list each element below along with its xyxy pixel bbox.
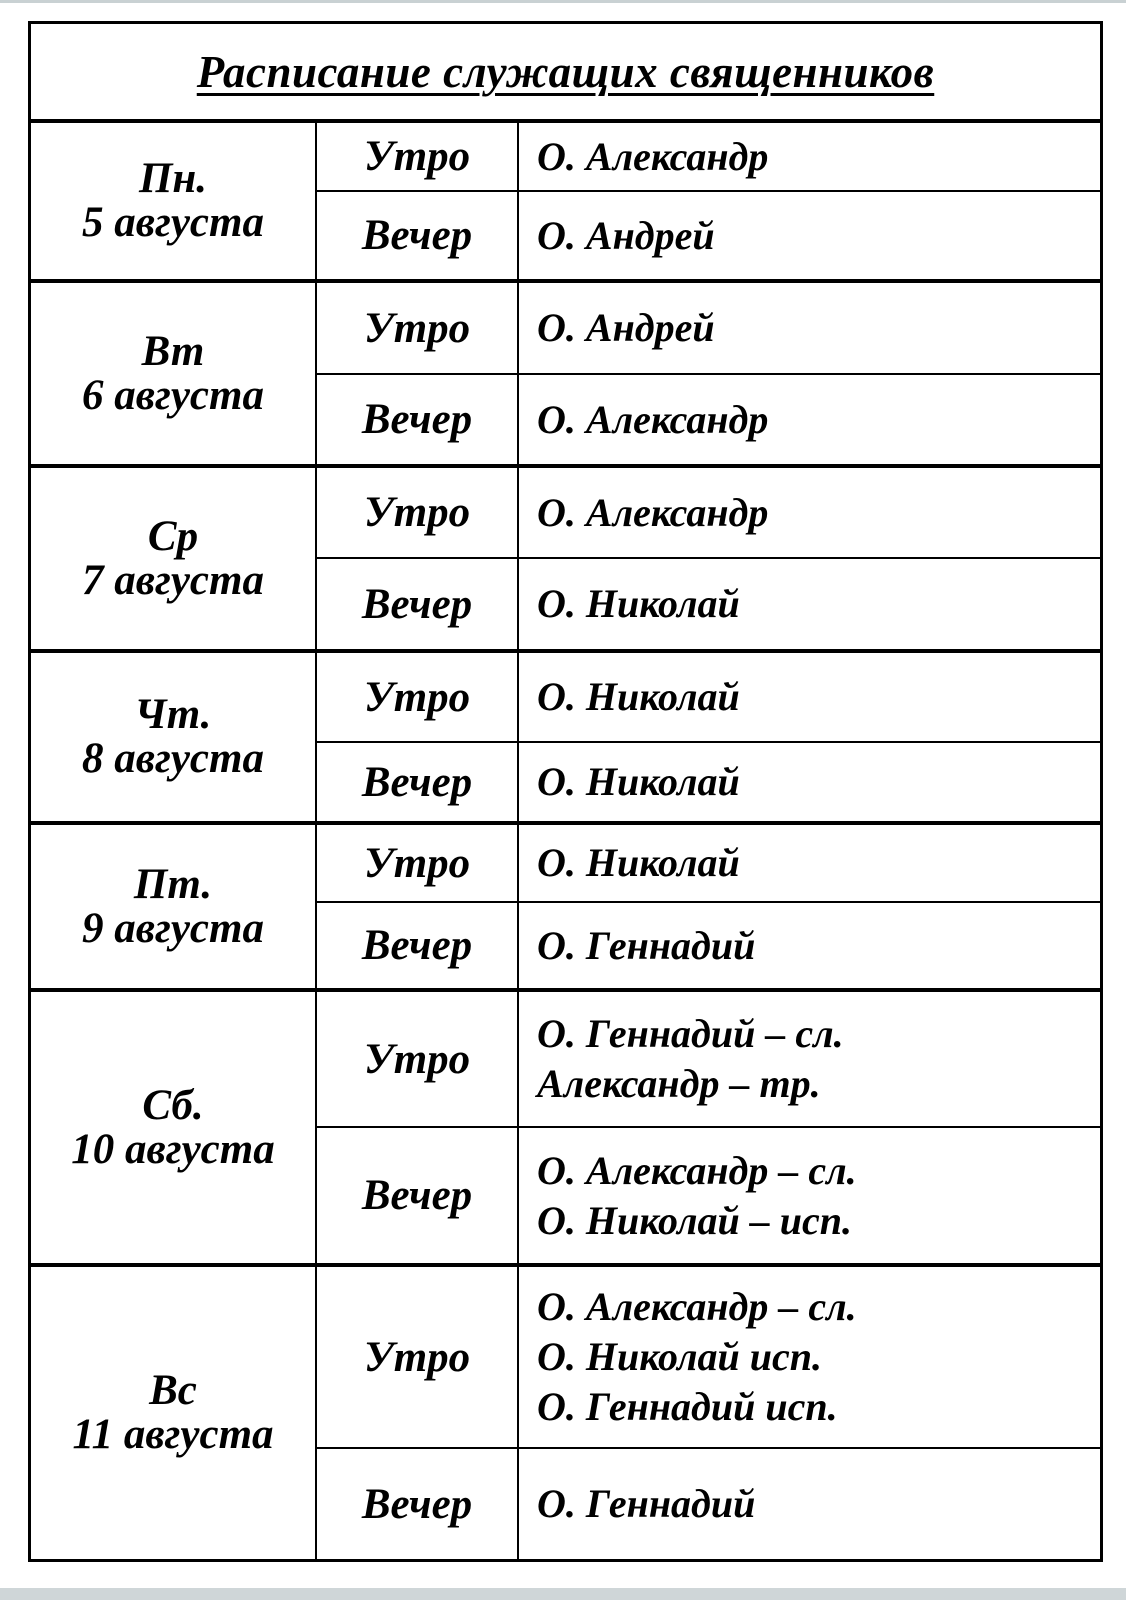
slot-time: Вечер	[317, 903, 519, 988]
priest-name: О. Андрей	[537, 305, 715, 350]
priest-name: О. Геннадий исп.	[537, 1384, 838, 1429]
day-date: 8 августа	[82, 735, 264, 782]
day-date: 10 августа	[71, 1125, 275, 1173]
priest-name: О. Николай	[537, 581, 740, 626]
slot-morning	[317, 283, 1100, 373]
day-weekday: Пн.	[138, 155, 208, 202]
slot-time: Утро	[317, 468, 519, 557]
priest-name: О. Геннадий	[537, 1481, 756, 1526]
priest-name: О. Александр	[537, 133, 769, 179]
schedule-table	[28, 21, 1103, 1562]
day-date: 7 августа	[82, 556, 264, 604]
day-date: 6 августа	[82, 371, 264, 419]
day-row-monday	[31, 119, 1100, 279]
slot-priests	[519, 375, 1100, 464]
priest-name: О. Николай	[537, 674, 740, 719]
slot-morning	[317, 653, 1100, 741]
slot-evening	[317, 190, 1100, 279]
day-label	[31, 468, 317, 649]
slot-time: Вечер	[317, 192, 519, 279]
day-row-tuesday	[31, 279, 1100, 464]
priest-name: О. Николай – исп.	[537, 1197, 853, 1243]
slot-evening	[317, 1126, 1100, 1263]
slot-time: Вечер	[317, 375, 519, 464]
page-title: Расписание служащих священников	[196, 46, 935, 97]
priest-name: О. Александр	[537, 489, 769, 535]
day-label	[31, 653, 317, 821]
day-row-thursday	[31, 649, 1100, 821]
slot-priests	[519, 1449, 1100, 1559]
slot-priests	[519, 903, 1100, 988]
slot-evening	[317, 901, 1100, 988]
day-weekday: Вт	[141, 327, 205, 375]
slot-time: Утро	[317, 653, 519, 741]
priest-name: О. Александр – сл.	[537, 1147, 857, 1193]
day-label	[31, 1267, 317, 1559]
day-date: 11 августа	[72, 1411, 274, 1458]
slot-time: Вечер	[317, 559, 519, 649]
day-label	[31, 283, 317, 464]
slot-morning	[317, 992, 1100, 1126]
slot-time: Вечер	[317, 743, 519, 821]
slot-time: Утро	[317, 825, 519, 901]
day-label	[31, 825, 317, 988]
priest-name: О. Геннадий – сл.	[537, 1011, 844, 1056]
slot-priests	[519, 825, 1100, 901]
day-row-saturday	[31, 988, 1100, 1263]
slot-priests	[519, 192, 1100, 279]
slot-priests	[519, 1267, 1100, 1447]
slot-morning	[317, 468, 1100, 557]
slot-time: Вечер	[317, 1128, 519, 1263]
slot-time: Утро	[317, 283, 519, 373]
priest-name: О. Николай исп.	[537, 1334, 823, 1379]
slot-time: Утро	[317, 1267, 519, 1447]
day-label	[31, 992, 317, 1263]
slot-priests	[519, 992, 1100, 1126]
slot-time: Вечер	[317, 1449, 519, 1559]
day-weekday: Чт.	[134, 691, 212, 738]
priest-name: О. Николай	[537, 840, 740, 885]
slot-evening	[317, 373, 1100, 464]
priest-name: О. Николай	[537, 759, 740, 804]
priest-name: О. Александр – сл.	[537, 1284, 857, 1329]
slot-priests	[519, 1128, 1100, 1263]
slot-priests	[519, 123, 1100, 190]
slot-time: Утро	[317, 992, 519, 1126]
slot-priests	[519, 283, 1100, 373]
slot-morning	[317, 123, 1100, 190]
slot-priests	[519, 559, 1100, 649]
slot-evening	[317, 1447, 1100, 1559]
title-row	[31, 24, 1100, 119]
day-row-wednesday	[31, 464, 1100, 649]
day-weekday: Пт.	[133, 860, 213, 908]
priest-name: О. Андрей	[537, 212, 715, 258]
slot-priests	[519, 743, 1100, 821]
day-weekday: Вс	[149, 1367, 197, 1414]
slot-morning	[317, 825, 1100, 901]
priest-name: О. Геннадий	[537, 922, 756, 968]
day-weekday: Ср	[147, 512, 199, 560]
slot-priests	[519, 468, 1100, 557]
day-date: 9 августа	[82, 904, 264, 952]
day-row-friday	[31, 821, 1100, 988]
day-weekday: Сб.	[142, 1081, 204, 1129]
slot-evening	[317, 741, 1100, 821]
bottom-edge	[0, 1588, 1126, 1600]
slot-time: Утро	[317, 123, 519, 190]
slot-morning	[317, 1267, 1100, 1447]
top-edge	[0, 0, 1126, 3]
day-date: 5 августа	[82, 199, 264, 246]
day-row-sunday	[31, 1263, 1100, 1559]
priest-name: О. Александр	[537, 396, 769, 442]
day-label	[31, 123, 317, 279]
priest-name: Александр – тр.	[537, 1061, 821, 1106]
slot-priests	[519, 653, 1100, 741]
slot-evening	[317, 557, 1100, 649]
